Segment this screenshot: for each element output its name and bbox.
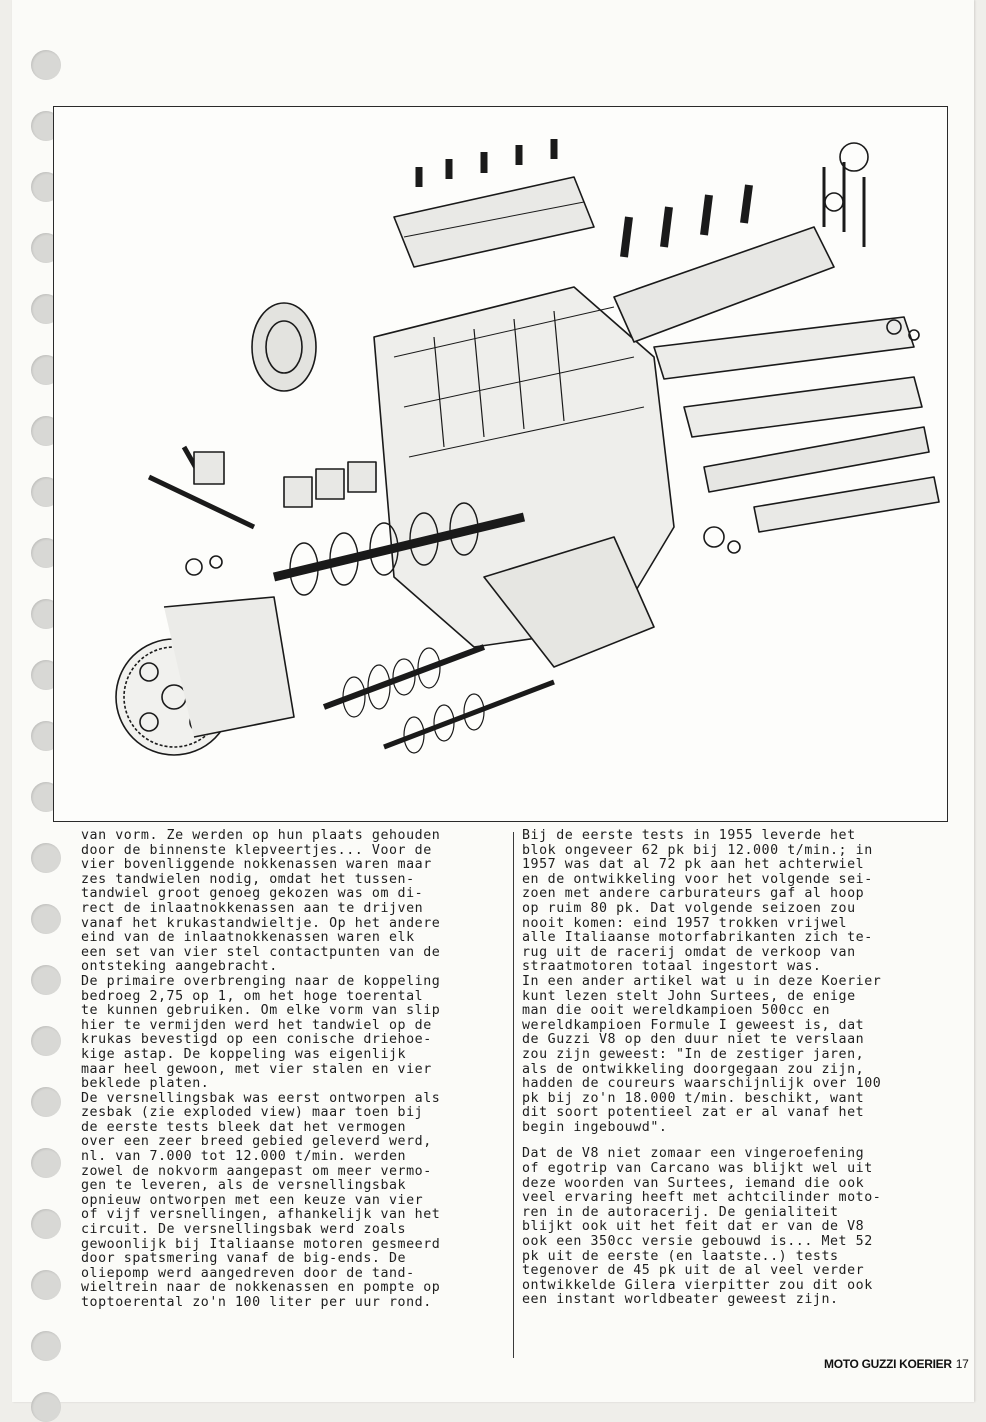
text-line: blijkt ook uit het feit dat er van de V8 (522, 1219, 865, 1235)
binder-hole (31, 1209, 61, 1239)
text-line: een instant worldbeater geweest zijn. (522, 1292, 839, 1308)
text-line: De versnellingsbak was eerst ontworpen als (81, 1090, 441, 1106)
text-line: pk bij zo'n 18.000 t/min. beschikt, want (522, 1090, 865, 1106)
text-line: pk uit de eerste (en laatste..) tests (522, 1248, 839, 1264)
text-line: maar heel gewoon, met vier stalen en vier (81, 1061, 432, 1077)
binder-hole (31, 1331, 61, 1361)
text-line: bedroeg 2,75 op 1, om het hoge toerental (81, 988, 424, 1004)
text-line: over een zeer breed gebied geleverd werd, (81, 1134, 432, 1150)
text-line: rect de inlaatnokkenassen aan te drijven (81, 900, 424, 916)
binder-hole (31, 1148, 61, 1178)
text-line: In een ander artikel wat u in deze Koerier (522, 973, 882, 989)
text-line: zou zijn geweest: "In de zestiger jaren, (522, 1046, 865, 1062)
text-line: zes tandwielen nodig, omdat het tussen- (81, 871, 415, 887)
text-line: of vijf versnellingen, afhankelijk van het (81, 1207, 441, 1223)
exploded-view-figure (53, 106, 948, 822)
text-line: nooit komen: eind 1957 trokken vrijwel (522, 915, 848, 931)
text-line: toptoerental zo'n 100 liter per uur rond. (81, 1295, 432, 1310)
text-line: vanaf het krukastandwieltje. Op het andere (81, 915, 441, 931)
text-line: ook een 350cc versie gebouwd is... Met 52 (522, 1234, 873, 1250)
text-line: tegenover de 45 pk uit de al veel verder (522, 1263, 865, 1279)
magazine-name: MOTO GUZZI KOERIER (824, 1357, 952, 1371)
binder-hole (31, 1392, 61, 1422)
article-right-column (522, 829, 952, 1308)
binder-hole (31, 50, 61, 80)
article-left-column (81, 829, 506, 1311)
text-line: zesbak (zie exploded view) maar toen bij (81, 1105, 424, 1121)
text-line: of egotrip van Carcano was blijkt wel uit (522, 1161, 873, 1177)
text-line: man die ooit wereldkampioen 500cc en (522, 1003, 830, 1019)
text-line: op ruim 80 pk. Dat volgende seizoen zou (522, 900, 856, 916)
text-line: krukas bevestigd op een conische driehoe- (81, 1032, 432, 1048)
text-line: wieltrein naar de nokkenassen en pompte op (81, 1280, 441, 1296)
text-line: vier bovenliggende nokkenassen waren maar (81, 857, 432, 873)
text-line: blok ongeveer 62 pk bij 12.000 t/min.; in (522, 842, 873, 858)
binder-hole (31, 1026, 61, 1056)
exploded-engine-drawing-icon (54, 107, 947, 821)
text-line: kunt lezen stelt John Surtees, de enige (522, 988, 856, 1004)
text-line: Bij de eerste tests in 1955 leverde het (522, 828, 856, 843)
text-line: dit soort potentieel zat er al vanaf het (522, 1105, 865, 1121)
text-line: hier te vermijden werd het tandwiel op de (81, 1017, 432, 1033)
page-number: 17 (955, 1357, 969, 1371)
text-line: zoen met andere carburateurs gaf al hoop (522, 886, 865, 902)
text-line: wereldkampioen Formule I geweest is, dat (522, 1017, 865, 1033)
magazine-page (12, 0, 974, 1402)
text-line: de eerste tests bleek dat het vermogen (81, 1119, 407, 1135)
column-divider (513, 832, 514, 1358)
page-footer (824, 1357, 968, 1371)
text-line: alle Italiaanse motorfabrikanten zich te- (522, 930, 873, 946)
text-line: Dat de V8 niet zomaar een vingeroefening (522, 1146, 865, 1162)
text-line: tandwiel groot genoeg gekozen was om di- (81, 886, 424, 902)
text-line: straatmotoren totaal ingestort was. (522, 959, 822, 975)
text-line: als de ontwikkeling doorgegaan zou zijn, (522, 1061, 865, 1077)
text-line: door spatsmering vanaf de big-ends. De (81, 1251, 407, 1267)
text-line: kige astap. De koppeling was eigenlijk (81, 1046, 407, 1062)
text-line: een set van vier stel contactpunten van de (81, 944, 441, 960)
text-line: door de binnenste klepveertjes... Voor de (81, 842, 432, 858)
text-line: circuit. De versnellingsbak werd zoals (81, 1222, 407, 1238)
text-line: rug uit de racerij omdat de verkoop van (522, 944, 856, 960)
text-line: hadden de coureurs waarschijnlijk over 100 (522, 1076, 882, 1092)
text-line: begin ingebouwd". (522, 1119, 668, 1135)
text-line: 1957 was dat al 72 pk aan het achterwiel (522, 857, 865, 873)
binder-hole (31, 843, 61, 873)
text-line: ontsteking aangebracht. (81, 959, 278, 975)
text-line: de Guzzi V8 op den duur niet te verslaan (522, 1032, 865, 1048)
text-line: zowel de nokvorm aangepast om meer vermo- (81, 1163, 432, 1179)
text-line: te kunnen gebruiken. Om elke vorm van slip (81, 1003, 441, 1019)
text-line: beklede platen. (81, 1076, 210, 1092)
text-line: opnieuw ontworpen met een keuze van vier (81, 1192, 424, 1208)
text-line: van vorm. Ze werden op hun plaats gehouden (81, 828, 441, 843)
text-line: deze woorden van Surtees, iemand die ook (522, 1175, 865, 1191)
text-line: nl. van 7.000 tot 12.000 t/min. werden (81, 1149, 407, 1165)
binder-hole (31, 1270, 61, 1300)
binder-hole (31, 1087, 61, 1117)
text-line: eind van de inlaatnokkenassen waren elk (81, 930, 415, 946)
text-line: veel ervaring heeft met achtcilinder moto- (522, 1190, 882, 1206)
text-line: gen te leveren, als de versnellingsbak (81, 1178, 407, 1194)
text-line: ren in de autoracerij. De genialiteit (522, 1204, 839, 1220)
text-line: gewoonlijk bij Italiaanse motoren gesmeerd (81, 1236, 441, 1252)
text-line: ontwikkelde Gilera vierpitter zou dit ook (522, 1277, 873, 1293)
binder-hole (31, 904, 61, 934)
text-line: en de ontwikkeling voor het volgende sei- (522, 871, 873, 887)
text-line: oliepomp werd aangedreven door de tand- (81, 1265, 415, 1281)
binder-hole (31, 965, 61, 995)
text-line: De primaire overbrenging naar de koppeling (81, 973, 441, 989)
